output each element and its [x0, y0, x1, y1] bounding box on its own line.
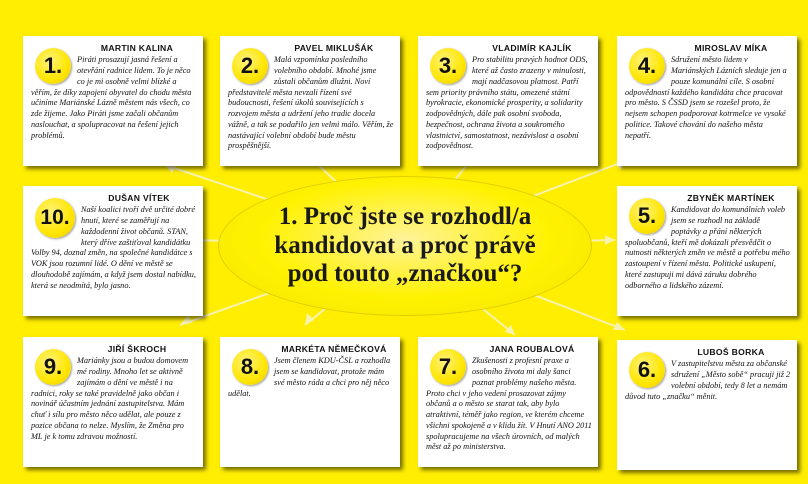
candidate-answer: Zkušenosti z profesní praxe a osobního života mi daly šanci poznat problémy našeho města. Proto chci v jeho vedení prosazovat zájmy občanů a o město se starat tak, aby bylo atraktivní, téměř jako region, ve kterém chceme všichni spokojeně a v klidu žít. V Hnutí ANO 2011 spolupracujeme na všech úrovních, od malých měst až po ministerstva.: [426, 356, 592, 452]
candidate-card-6: [617, 340, 797, 470]
candidate-answer: Pro stabilitu pravých hodnot ODS, které až často zrazeny v minulosti, mají nadčasovou platnost. Patří sem priority právního státu, omezené státní byrokracie, ekonomické prosperity, a solidarity zodpovědných, dále pak osobní svoboda, bezpečnost, ochrana života a soukromého vlastnictví, samostatnost, nezávislost a osobní zodpovědnost.: [426, 55, 588, 151]
candidate-answer: Mariánky jsou a budou domovem mé rodiny. Mnoho let se aktivně zajímám o dění ve městě i na radnici, roky se také pravidelně jako občan i novinář účastním jednání zastupitelstva. Mám chuť i sílu pro město něco udělat, ale pouze z pozice občana to nelze. Myslím, že Změna pro ML je k tomu zdravou možností.: [31, 356, 189, 441]
number-badge: 7.: [430, 349, 466, 385]
number-badge: 1.: [35, 48, 71, 84]
number-badge: 2.: [232, 48, 268, 84]
candidate-name: VLADIMÍR KAJLÍK: [492, 43, 572, 53]
candidate-answer: V zastupitelstvu města za občanské sdružení „Město sobě“ pracuji již 2 volební období, tedy 8 let a nemám důvod tuto „značku“ měnit.: [625, 359, 791, 401]
candidate-card-4: [617, 36, 797, 166]
candidate-answer: Kandidovat do komunálních voleb jsem se rozhodl na základě poptávky a přání některých spoluobčanů, kteří mě dokázali přesvědčit o nutnosti některých změn ve městě a potřebu mého zastoupení v řízení města. Politické uskupení, které zastupuji mi dává záruku dobrého odborného a lidského zázemí.: [625, 205, 790, 290]
number-badge: 9.: [35, 349, 71, 385]
candidate-card-5: [617, 186, 797, 316]
number-badge: 5.: [629, 198, 665, 234]
candidate-name: DUŠAN VÍTEK: [108, 193, 170, 203]
candidate-name: MARTIN KALINA: [100, 43, 174, 53]
candidate-card-8: [220, 337, 400, 467]
candidate-name: MARKÉTA NĚMEČKOVÁ: [281, 344, 387, 354]
candidate-answer: Naší koalici tvoří dvě určité dobré hnutí, které se zaměřují na každodenní život občanů. STAN, který dříve zaštiťoval kandidátku Volby 94, doznal změn, na společné kandidátce s VOK jsou rozumní lidé. O dění ve městě se dlouhodobě zajímám, a když jsem dostal nabídku, která se neodmítá, bylo jasno.: [31, 205, 197, 290]
candidate-name: JIŘÍ ŠKROCH: [107, 344, 167, 354]
candidate-name: MIROSLAV MÍKA: [694, 43, 768, 53]
center-question-ellipse: [218, 176, 592, 316]
candidate-answer: Sdružení město lidem v Mariánských Lázních sleduje jen a pouze komunální cíle. S osobní odpovědností každého kandidáta chce pracovat pro město. S ČSSD jsem se rozešel proto, že nejsem schopen podporovat kotrmelce ve vysoké politice. Takové chování do našeho města nepatří.: [625, 55, 787, 140]
candidate-card-7: [418, 337, 598, 467]
center-question: 1. Proč jste se rozhodl/a kandidovat a proč právě pod touto „značkou“?: [274, 203, 536, 288]
candidate-card-9: [23, 337, 203, 467]
number-badge: 3.: [430, 48, 466, 84]
number-badge: 10.: [35, 198, 75, 238]
candidate-answer: Malá vzpomínka posledního volebního období. Mnohé jsme zůstali občanům dlužni. Noví představitelé města nevzali řízení své budoucnosti, řešení úkolů souvisejících s rozvojem města a udržení jeho tradic docela vážně, a tak se podařilo jen velmi málo. Věřím, že nastávající volební období bude městu prospěšnější.: [228, 55, 394, 151]
candidate-card-1: [23, 36, 203, 166]
candidate-name: LUBOŠ BORKA: [697, 347, 765, 357]
candidate-name: ZBYNĚK MARTÍNEK: [687, 193, 775, 203]
number-badge: 4.: [629, 48, 665, 84]
number-badge: 8.: [232, 349, 268, 385]
candidate-card-3: [418, 36, 598, 166]
number-badge: 6.: [629, 352, 665, 388]
candidate-name: PAVEL MIKLUŠÁK: [294, 43, 374, 53]
candidate-card-2: [220, 36, 400, 166]
candidate-answer: Jsem členem KDU-ČSL a rozhodla jsem se kandidovat, protože mám své město ráda a chci pro něj něco udělat.: [228, 356, 391, 398]
candidate-card-10: [23, 186, 203, 316]
candidate-answer: Piráti prosazují jasná řešení a otevřání radnice lidem. To je něco co je mi osobně velmi blízké a věřím, že díky zapojení obyvatel do chodu města učiníme Mariánské Lázně městem nás všech, co zde žijeme. Jako Piráti jsme začali občanům naslouchat, a spolupracovat na řešení jejich problémů.: [31, 55, 192, 140]
candidate-name: JANA ROUBALOVÁ: [489, 344, 575, 354]
